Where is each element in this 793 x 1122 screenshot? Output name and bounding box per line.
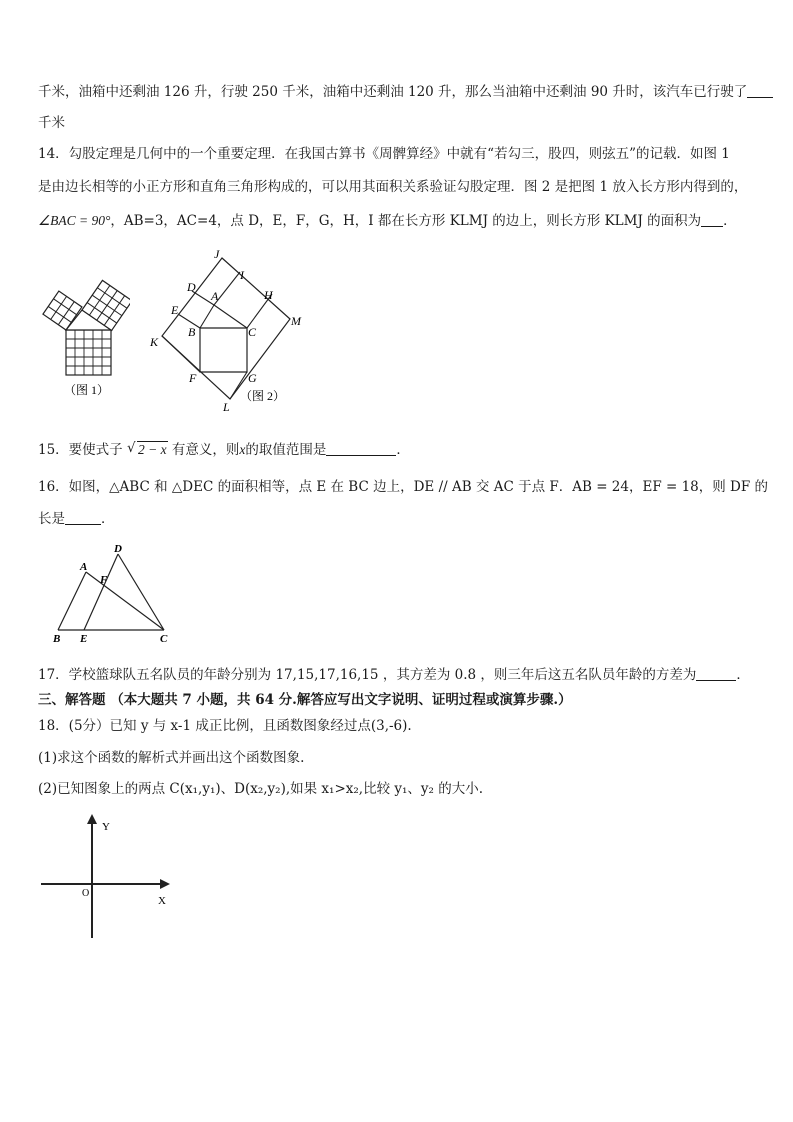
label-e: E [171,303,179,317]
q16-line2-text: 长是 [38,511,65,527]
q13-text: 千米，油箱中还剩油 126 升，行驶 250 千米，油箱中还剩油 120 升，那么当油箱中还剩油 90 升时，该汽车已行驶了 [38,84,748,100]
q15-line [38,441,759,459]
q14-line3 [38,212,759,230]
q14-line1: 14．勾股定理是几何中的一个重要定理．在我国古算书《周髀算经》中就有“若勾三，股四，则弦五”的记载．如图 1 [38,146,730,162]
figure-2 [140,248,310,413]
x-axis-label: X [158,895,166,907]
fig1-caption: （图 1） [64,383,110,397]
fig2-caption: （图 2） [240,389,286,403]
square-bcgf [200,328,247,372]
label-j: J [214,248,220,261]
section-3-heading: 三、解答题 （本大题共 7 小题，共 64 分.解答应写出文字说明、证明过程或演算步骤.） [38,692,572,708]
label-f: F [100,574,108,586]
sqrt-expression [127,441,168,459]
q15-mid: 有意义，则 [171,442,240,458]
label-a: A [80,561,88,573]
segment-ab [58,572,86,630]
q15-prefix: 15．要使式子 [38,442,123,458]
angle-bac: ∠BAC = 90° [38,213,111,228]
label-m: M [291,314,301,328]
label-i: I [240,268,244,282]
q17-line [38,666,759,684]
fig1-square-c [66,330,111,375]
q14-answer-blank[interactable] [701,212,723,227]
q15-var: x [239,442,246,457]
q17-answer-blank[interactable] [696,666,736,681]
q13-line1 [38,83,759,101]
label-d: D [187,280,196,294]
q16-line1: 16．如图，△ABC 和 △DEC 的面积相等，点 E 在 BC 边上，DE // AB 交 AC 于点 F．AB = 24，EF = 18，则 DF 的 [38,479,769,495]
x-axis-arrow-icon [160,879,170,889]
figure-q16 [44,542,179,647]
label-k: K [150,335,159,349]
segment-dc [118,554,164,630]
label-l: L [223,400,230,413]
label-f: F [189,371,197,385]
q14-line3-text: ，AB=3，AC=4，点 D，E，F，G，H，I 都在长方形 KLMJ 的边上，则长方形 KLMJ 的面积为 [110,213,702,229]
q18-line1: 18．(5分）已知 y 与 x-1 成正比例，且函数图象经过点(3,-6). [38,718,412,734]
q16-line2 [38,510,759,528]
label-b: B [188,325,196,339]
figure-1 [40,276,130,406]
origin-label: O [82,888,90,899]
label-d: D [114,543,122,555]
q18-line2: (1)求这个函数的解析式并画出这个函数图象. [38,750,305,766]
segment-ac [86,572,164,630]
label-b: B [53,633,61,645]
q17-end: ． [736,667,750,683]
y-axis-arrow-icon [87,814,97,824]
q15-suffix: 的取值范围是 [245,442,327,458]
q18-line3: (2)已知图象上的两点 C(x₁,y₁)、D(x₂,y₂),如果 x₁>x₂,比较 y₁、y₂ 的大小. [38,781,484,797]
q13-answer-blank[interactable] [747,83,773,98]
sqrt-radicand: 2 − x [137,442,167,457]
coordinate-axes [36,812,176,942]
label-c: C [248,325,257,339]
label-c: C [160,633,168,645]
q14-end: ． [723,213,737,229]
label-g: G [248,371,257,385]
q15-end: ． [396,442,410,458]
q16-end: ． [101,511,115,527]
y-axis-label: Y [102,821,110,833]
q17-text: 17．学校篮球队五名队员的年龄分别为 17,15,17,16,15 ，其方差为 0.8 ，则三年后这五名队员年龄的方差为 [38,667,697,683]
q13-line2: 千米 [38,115,65,131]
label-h: H [264,288,273,302]
q16-answer-blank[interactable] [65,510,101,525]
q14-line2: 是由边长相等的小正方形和直角三角形构成的，可以用其面积关系验证勾股定理．图 2 是把图 1 放入长方形内得到的， [38,179,748,195]
label-a: A [211,289,219,303]
q15-answer-blank[interactable] [326,441,396,456]
label-e: E [80,633,88,645]
sqrt-icon: √ [126,440,136,456]
